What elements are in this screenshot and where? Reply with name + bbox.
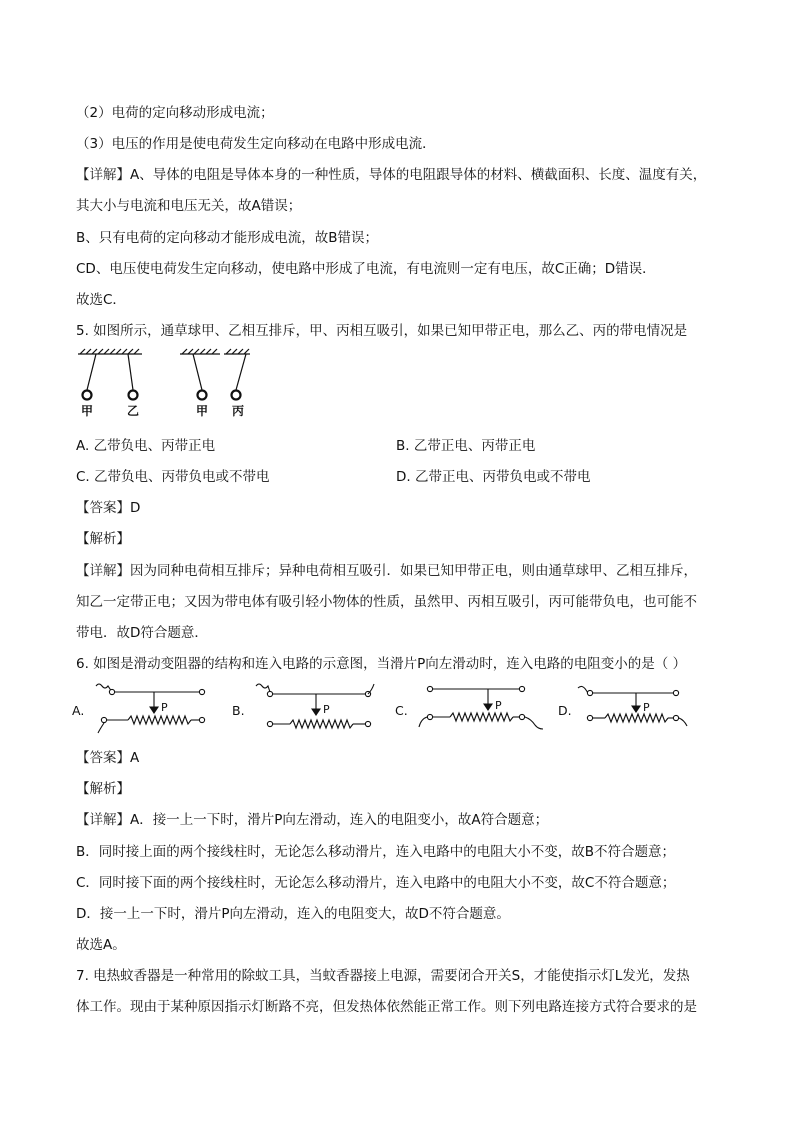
q6-detail-line — [76, 810, 548, 830]
detail-text: A、导体的电阻是导体本身的一种性质，导体的电阻跟导体的材料、横截面积、长度、温度有关， — [130, 167, 707, 183]
q6-detail-line: D．接一上一下时，滑片P向左滑动，连入的电阻变大，故D不符合题意。 — [76, 906, 510, 922]
question-6-text: 6. 如图是滑动变阻器的结构和连入电路的示意图，当滑片P向左滑动时，连入电路的电阻变小的是（ ） — [76, 656, 687, 672]
option-label-d: D. — [558, 703, 572, 718]
option-label-b: B. — [232, 703, 245, 718]
q5-option-d: D. 乙带正电、丙带负电或不带电 — [396, 469, 591, 485]
rheostat-a — [96, 684, 205, 733]
ball-yi — [129, 391, 138, 400]
q6-detail-line: C．同时接下面的两个接线柱时，无论怎么移动滑片，连入电路中的电阻大小不变，故C不符合题意； — [76, 875, 676, 891]
detail-tag: 【详解】 — [76, 167, 130, 183]
question-5-text: 5. 如图所示，通草球甲、乙相互排斥，甲、丙相互吸引，如果已知甲带正电，那么乙、丙的带电情况是 — [76, 323, 688, 339]
answer-tag: 【答案】 — [76, 500, 130, 516]
ball-jia-2 — [198, 391, 207, 400]
ball-bing — [232, 391, 241, 400]
thread-jia-2 — [193, 354, 202, 390]
q6-analysis-tag: 【解析】 — [76, 781, 130, 797]
rheostat-figures — [70, 680, 730, 742]
q5-option-a: A. 乙带负电、丙带正电 — [76, 438, 216, 454]
thread-jia-1 — [87, 354, 96, 390]
detail-tag: 【详解】 — [76, 812, 130, 828]
detail-text: 因为同种电荷相互排斥；异种电荷相互吸引．如果已知甲带正电，则由通草球甲、乙相互排斥， — [130, 563, 697, 579]
rheostat-c — [419, 686, 543, 729]
ball-label: 甲 — [195, 404, 209, 418]
ball-jia-1 — [83, 391, 92, 400]
rheostat-b — [256, 684, 374, 728]
slider-label: P — [495, 699, 502, 712]
answer-tag: 【答案】 — [76, 750, 130, 766]
ball-label: 乙 — [126, 404, 140, 418]
q5-answer-line — [76, 498, 140, 518]
ceiling-right — [224, 349, 250, 354]
text-line: （2）电荷的定向移动形成电流； — [76, 105, 274, 121]
text-line: 故选C． — [76, 292, 126, 308]
text-line: （3）电压的作用是使电荷发生定向移动在电路中形成电流． — [76, 136, 436, 152]
q5-detail-line — [76, 561, 697, 581]
detail-tag: 【详解】 — [76, 563, 130, 579]
slider-label: P — [323, 703, 330, 716]
thread-yi — [128, 354, 133, 390]
text-line: 其大小与电流和电压无关，故A错误； — [76, 198, 302, 214]
question-7-text: 体工作。现由于某种原因指示灯断路不亮，但发热体依然能正常工作。则下列电路连接方式符合要求的是 — [76, 999, 697, 1015]
slider-label: P — [161, 701, 168, 714]
q5-option-b: B. 乙带正电、丙带正电 — [396, 438, 536, 454]
detail-text: A．接一上一下时，滑片P向左滑动，连入的电阻变小，故A符合题意； — [130, 812, 549, 828]
pith-ball-figure — [76, 348, 276, 424]
thread-bing — [236, 354, 246, 390]
text-line: CD、电压使电荷发生定向移动，使电路中形成了电流，有电流则一定有电压，故C正确；D错误． — [76, 261, 656, 277]
q5-detail-line: 带电．故D符合题意． — [76, 625, 208, 641]
answer-value: D — [130, 500, 141, 516]
rheostat-d — [578, 686, 687, 726]
q6-answer-line — [76, 748, 139, 768]
q5-analysis-tag: 【解析】 — [76, 531, 130, 547]
question-7-text: 7. 电热蚊香器是一种常用的除蚊工具，当蚊香器接上电源，需要闭合开关S，才能使指示灯L发光，发热 — [76, 968, 690, 984]
ceiling-left — [78, 349, 142, 354]
q6-detail-line: B．同时接上面的两个接线柱时，无论怎么移动滑片，连入电路中的电阻大小不变，故B不符合题意； — [76, 844, 676, 860]
q5-option-c: C. 乙带负电、丙带负电或不带电 — [76, 469, 270, 485]
text-line: B、只有电荷的定向移动才能形成电流，故B错误； — [76, 230, 379, 246]
ceiling-mid — [180, 349, 220, 354]
q6-conclusion: 故选A。 — [76, 937, 126, 953]
option-label-c: C. — [395, 703, 408, 718]
answer-value: A — [130, 750, 140, 766]
ball-label: 丙 — [231, 404, 245, 418]
text-line — [76, 165, 706, 185]
q5-detail-line: 知乙一定带正电；又因为带电体有吸引轻小物体的性质，虽然甲、丙相互吸引，丙可能带负电，也可能不 — [76, 594, 697, 610]
ball-label: 甲 — [80, 404, 94, 418]
slider-label: P — [643, 701, 650, 714]
option-label-a: A. — [72, 703, 85, 718]
